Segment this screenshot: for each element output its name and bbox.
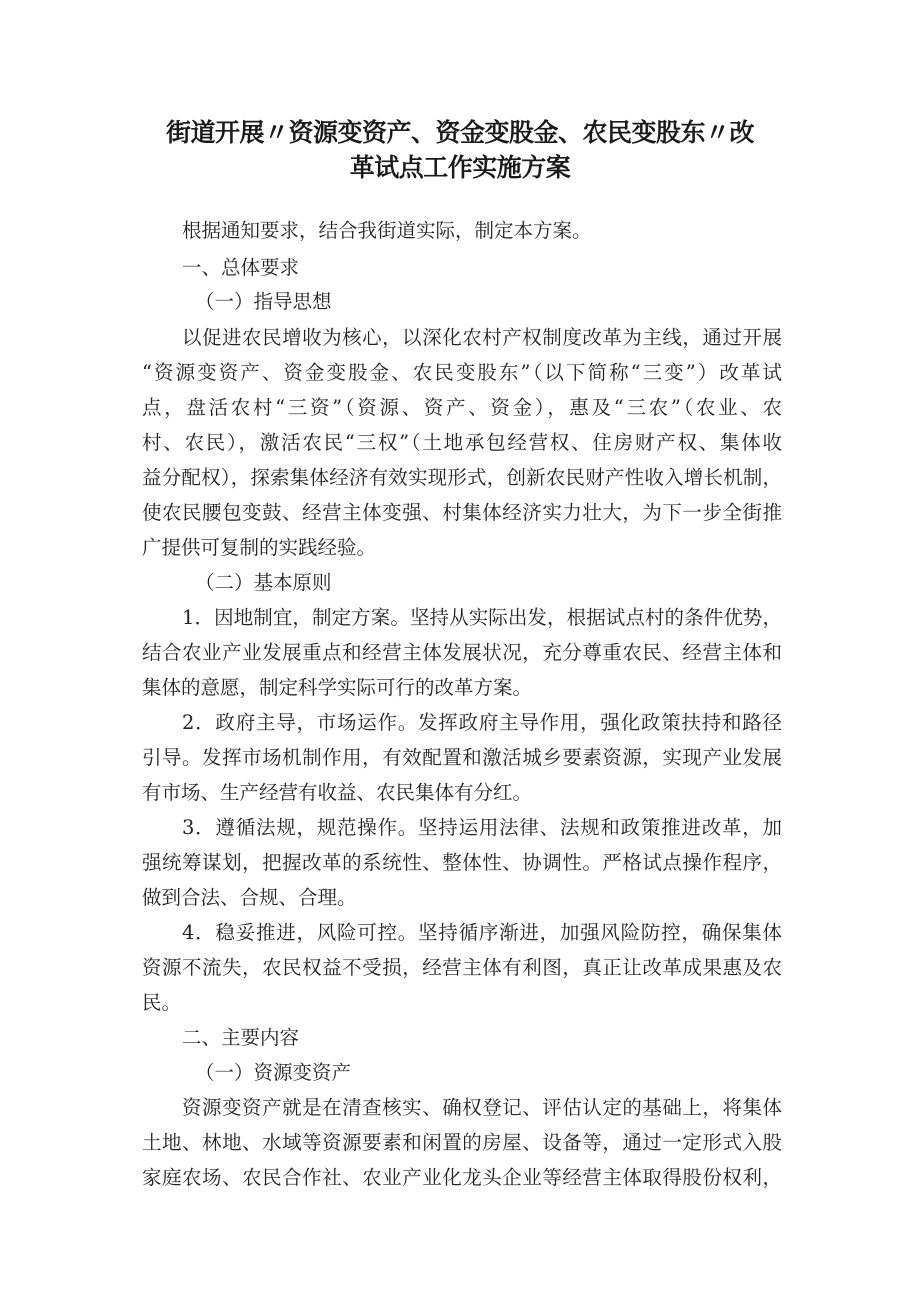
paragraph-line: 益分配权），探索集体经济有效实现形式，创新农民财产性收入增长机制， bbox=[142, 466, 782, 489]
paragraph-line: 结合农业产业发展重点和经营主体发展状况，充分尊重农民、经营主体和 bbox=[142, 641, 782, 664]
document-title-line-1: 街道开展〃资源变资产、资金变股金、农民变股东〃改 bbox=[165, 118, 754, 147]
paragraph-line: 家庭农场、农民合作社、农业产业化龙头企业等经营主体取得股份权利， bbox=[142, 1166, 782, 1189]
paragraph-line: 广提供可复制的实践经验。 bbox=[142, 536, 377, 559]
document-title-line-2: 革试点工作实施方案 bbox=[349, 153, 571, 182]
paragraph-line: 使农民腰包变鼓、经营主体变强、村集体经济实力壮大，为下一步全街推 bbox=[142, 501, 782, 524]
paragraph-line: 以促进农民增收为核心，以深化农村产权制度改革为主线，通过开展 bbox=[182, 326, 782, 349]
paragraph-line: “资源变资产、资金变股金、农民变股东”（以下简称“三变”）改革试 bbox=[142, 361, 782, 384]
paragraph-line: 点，盘活农村“三资”（资源、资产、资金），惠及“三农”（农业、农 bbox=[142, 396, 782, 419]
paragraph-line: 引导。发挥市场机制作用，有效配置和激活城乡要素资源，实现产业发展 bbox=[142, 746, 782, 769]
paragraph-line: 资源不流失，农民权益不受损，经营主体有利图，真正让改革成果惠及农 bbox=[142, 956, 782, 979]
paragraph-line: 土地、林地、水域等资源要素和闲置的房屋、设备等，通过一定形式入股 bbox=[142, 1131, 782, 1154]
subsection-heading-1-2: （二）基本原则 bbox=[195, 571, 332, 594]
paragraph-line: 有市场、生产经营有收益、农民集体有分红。 bbox=[142, 781, 533, 804]
paragraph-line: 4．稳妥推进，风险可控。坚持循序渐进，加强风险防控，确保集体 bbox=[182, 921, 782, 944]
paragraph-line: 做到合法、合规、合理。 bbox=[142, 886, 357, 909]
paragraph-line: 集体的意愿，制定科学实际可行的改革方案。 bbox=[142, 676, 533, 699]
subsection-heading-1-1: （一）指导思想 bbox=[195, 290, 332, 313]
paragraph-line: 资源变资产就是在清查核实、确权登记、评估认定的基础上，将集体 bbox=[182, 1096, 782, 1119]
paragraph-line: 村、农民），激活农民“三权”（土地承包经营权、住房财产权、集体收 bbox=[142, 431, 782, 454]
section-heading-2: 二、主要内容 bbox=[182, 1026, 300, 1049]
paragraph-line: 1．因地制宜，制定方案。坚持从实际出发，根据试点村的条件优势， bbox=[182, 606, 782, 629]
paragraph-line: 强统筹谋划，把握改革的系统性、整体性、协调性。严格试点操作程序， bbox=[142, 851, 782, 874]
intro-paragraph: 根据通知要求，结合我街道实际，制定本方案。 bbox=[182, 219, 592, 242]
paragraph-line: 民。 bbox=[142, 991, 182, 1014]
paragraph-line: 3．遵循法规，规范操作。坚持运用法律、法规和政策推进改革，加 bbox=[182, 816, 782, 839]
section-heading-1: 一、总体要求 bbox=[182, 256, 300, 279]
paragraph-line: 2．政府主导，市场运作。发挥政府主导作用，强化政策扶持和路径 bbox=[182, 711, 782, 734]
subsection-heading-2-1: （一）资源变资产 bbox=[195, 1061, 352, 1084]
